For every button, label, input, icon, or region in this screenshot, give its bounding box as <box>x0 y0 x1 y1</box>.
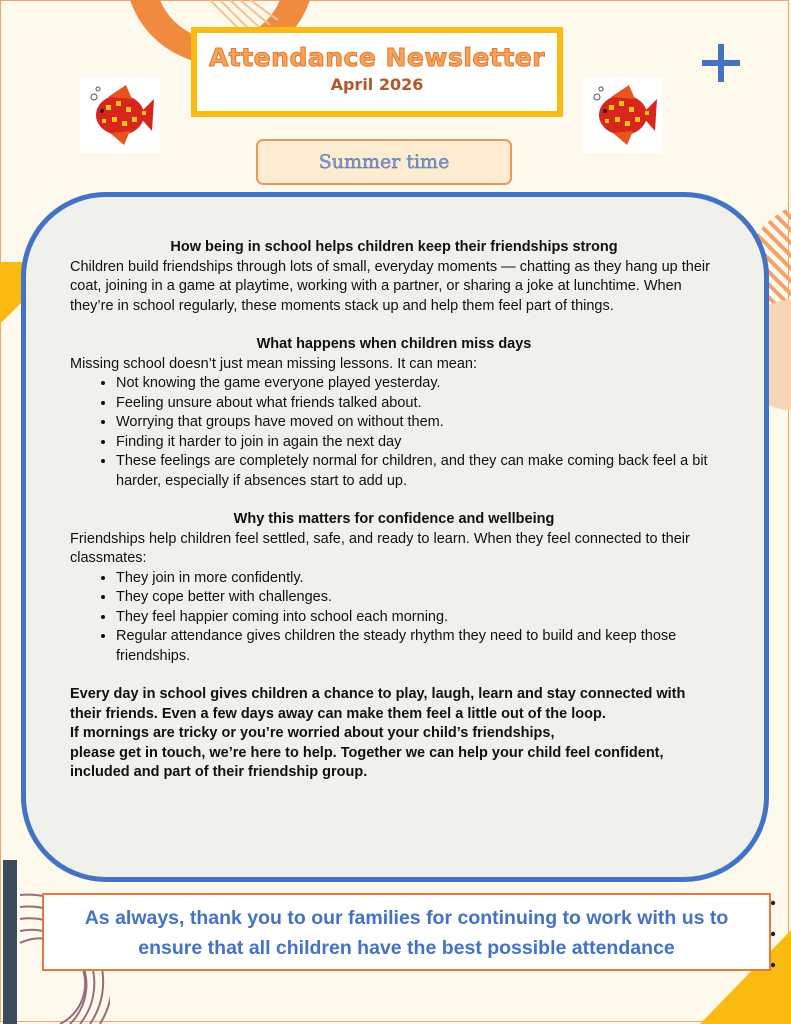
plus-icon <box>700 42 742 84</box>
footer-line: As always, thank you to our families for continuing to work with us to <box>84 907 729 929</box>
section-heading: How being in school helps children keep their friendships strong <box>170 239 618 255</box>
list-item: • Worrying that groups have moved on without them. <box>116 413 718 433</box>
newsletter-content <box>70 238 718 783</box>
fish-icon-right <box>583 77 663 153</box>
closing-paragraph: Every day in school gives children a chance to play, laugh, learn and stay connected with their friends. Even a few days away can make them feel a little out of the loop. <box>70 686 686 722</box>
list-item: • They feel happier coming into school each morning. <box>116 608 718 628</box>
list-item: • They cope better with challenges. <box>116 588 718 608</box>
bullet-list <box>70 569 718 667</box>
bullet-list <box>70 374 718 491</box>
title-box <box>191 27 563 117</box>
thank-you-footer <box>42 893 771 971</box>
list-item: • These feelings are completely normal for children, and they can make coming back feel a bit harder, especially if absences start to add up. <box>116 452 718 491</box>
closing-paragraph: If mornings are tricky or you’re worried about your child’s friendships, <box>70 725 555 741</box>
closing-paragraph: please get in touch, we’re here to help. Together we can help your child feel confident, included and part of their friendship group. <box>70 744 664 780</box>
list-item: • Feeling unsure about what friends talked about. <box>116 394 718 414</box>
list-item: • Regular attendance gives children the steady rhythm they need to build and keep those friendships. <box>116 627 718 666</box>
list-item: • Not knowing the game everyone played yesterday. <box>116 374 718 394</box>
newsletter-date: April 2026 <box>330 75 424 94</box>
section-paragraph: Children build friendships through lots of small, everyday moments — chatting as they hang up their coat, joining in a game at playtime, working with a partner, or sharing a joke at lunchtime. When they’re in school regularly, these moments stack up and help them feel part of things. <box>70 258 710 314</box>
list-item: • They join in more confidently. <box>116 569 718 589</box>
list-item: • Finding it harder to join in again the next day <box>116 433 718 453</box>
section-paragraph: Friendships help children feel settled, safe, and ready to learn. When they feel connected to their classmates: <box>70 530 690 566</box>
section-heading: What happens when children miss days <box>256 336 532 352</box>
section-paragraph: Missing school doesn’t just mean missing lessons. It can mean: <box>70 355 477 372</box>
summer-time-banner: Summer time <box>256 139 512 185</box>
newsletter-title: Attendance Newsletter <box>208 43 546 72</box>
fish-icon-left <box>80 77 160 153</box>
section-heading: Why this matters for confidence and wellbeing <box>233 511 555 527</box>
footer-line: ensure that all children have the best possible attendance <box>138 937 675 959</box>
